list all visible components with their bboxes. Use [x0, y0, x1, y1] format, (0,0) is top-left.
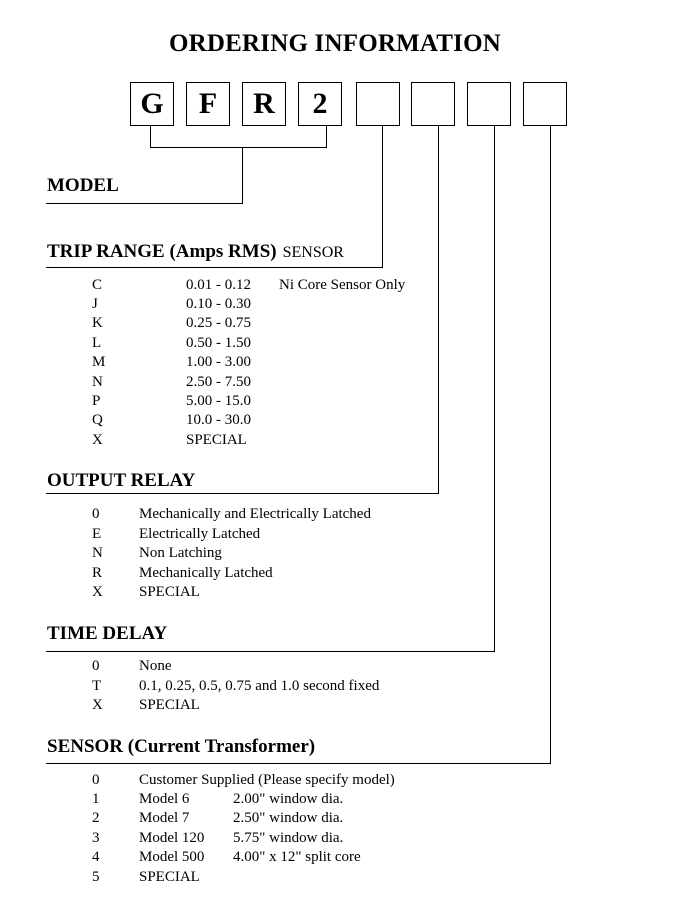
sensor-detail: 2.00" window dia.: [233, 791, 344, 807]
trip-range-code: N: [92, 374, 103, 390]
trip-range-value: 5.00 - 15.0: [186, 393, 251, 409]
output-relay-code: X: [92, 584, 103, 600]
trip-range-code: Q: [92, 412, 103, 428]
trip-range-leader-vertical: [382, 126, 383, 267]
time-delay-underline: [46, 651, 495, 652]
trip-range-value: 0.10 - 0.30: [186, 296, 251, 312]
output-relay-underline: [46, 493, 439, 494]
sensor-code: 3: [92, 830, 100, 846]
trip-range-heading-label: TRIP RANGE (Amps RMS): [47, 241, 277, 262]
sensor-model: Model 7: [139, 810, 190, 826]
output-relay-desc: Mechanically Latched: [139, 565, 273, 581]
code-box-1: G: [130, 82, 174, 126]
sensor-detail: 5.75" window dia.: [233, 830, 344, 846]
trip-range-value: SPECIAL: [186, 432, 247, 448]
model-heading: MODEL: [47, 175, 119, 196]
output-relay-desc: Non Latching: [139, 545, 222, 561]
code-box-2: F: [186, 82, 230, 126]
sensor-model: Model 6: [139, 791, 190, 807]
sensor-code: 5: [92, 869, 100, 885]
model-bracket-right: [326, 126, 327, 147]
time-delay-leader-vertical: [494, 126, 495, 651]
output-relay-code: N: [92, 545, 103, 561]
output-relay-code: R: [92, 565, 103, 581]
trip-range-value: 0.50 - 1.50: [186, 335, 251, 351]
trip-range-value: 10.0 - 30.0: [186, 412, 251, 428]
model-leader-vertical: [242, 147, 243, 203]
trip-range-underline: [46, 267, 383, 268]
sensor-heading: SENSOR (Current Transformer): [47, 736, 316, 757]
sensor-model: Model 500: [139, 849, 205, 865]
page-title: ORDERING INFORMATION: [168, 30, 501, 57]
output-relay-desc: Mechanically and Electrically Latched: [139, 506, 371, 522]
model-bracket-left: [150, 126, 151, 147]
code-box-output-relay: [411, 82, 455, 126]
sensor-detail: 4.00" x 12" split core: [233, 849, 361, 865]
output-relay-heading: OUTPUT RELAY: [47, 470, 196, 491]
time-delay-desc: 0.1, 0.25, 0.5, 0.75 and 1.0 second fixed: [139, 678, 380, 694]
trip-range-value: 0.01 - 0.12: [186, 277, 251, 293]
sensor-model: SPECIAL: [139, 869, 200, 885]
sensor-code: 0: [92, 772, 100, 788]
code-box-3: R: [242, 82, 286, 126]
sensor-code: 2: [92, 810, 100, 826]
trip-range-code: C: [92, 277, 103, 293]
output-relay-code: 0: [92, 506, 100, 522]
output-relay-code: E: [92, 526, 102, 542]
output-relay-desc: SPECIAL: [139, 584, 200, 600]
code-box-trip-range: [356, 82, 400, 126]
time-delay-heading: TIME DELAY: [47, 623, 168, 644]
code-box-4: 2: [298, 82, 342, 126]
time-delay-desc: None: [139, 658, 172, 674]
trip-range-code: J: [92, 296, 98, 312]
sensor-model: Model 120: [139, 830, 205, 846]
trip-range-value: 0.25 - 0.75: [186, 315, 251, 331]
trip-range-value: 1.00 - 3.00: [186, 354, 251, 370]
time-delay-code: 0: [92, 658, 100, 674]
sensor-leader-vertical: [550, 126, 551, 763]
output-relay-desc: Electrically Latched: [139, 526, 261, 542]
trip-range-code: X: [92, 432, 103, 448]
trip-range-code: L: [92, 335, 102, 351]
trip-range-note: Ni Core Sensor Only: [279, 277, 406, 293]
time-delay-code: T: [92, 678, 102, 694]
sensor-code: 4: [92, 849, 100, 865]
trip-range-code: M: [92, 354, 106, 370]
code-box-time-delay: [467, 82, 511, 126]
trip-range-code: P: [92, 393, 101, 409]
trip-range-value: 2.50 - 7.50: [186, 374, 251, 390]
trip-range-sensor-label: SENSOR: [282, 244, 344, 261]
model-bracket-bottom: [150, 147, 327, 148]
sensor-underline: [46, 763, 551, 764]
code-box-sensor: [523, 82, 567, 126]
sensor-code: 1: [92, 791, 100, 807]
sensor-detail: 2.50" window dia.: [233, 810, 344, 826]
model-underline: [46, 203, 243, 204]
output-relay-leader-vertical: [438, 126, 439, 493]
trip-range-heading: [47, 241, 344, 263]
trip-range-code: K: [92, 315, 103, 331]
sensor-model: Customer Supplied (Please specify model): [139, 772, 395, 788]
time-delay-desc: SPECIAL: [139, 697, 200, 713]
time-delay-code: X: [92, 697, 103, 713]
